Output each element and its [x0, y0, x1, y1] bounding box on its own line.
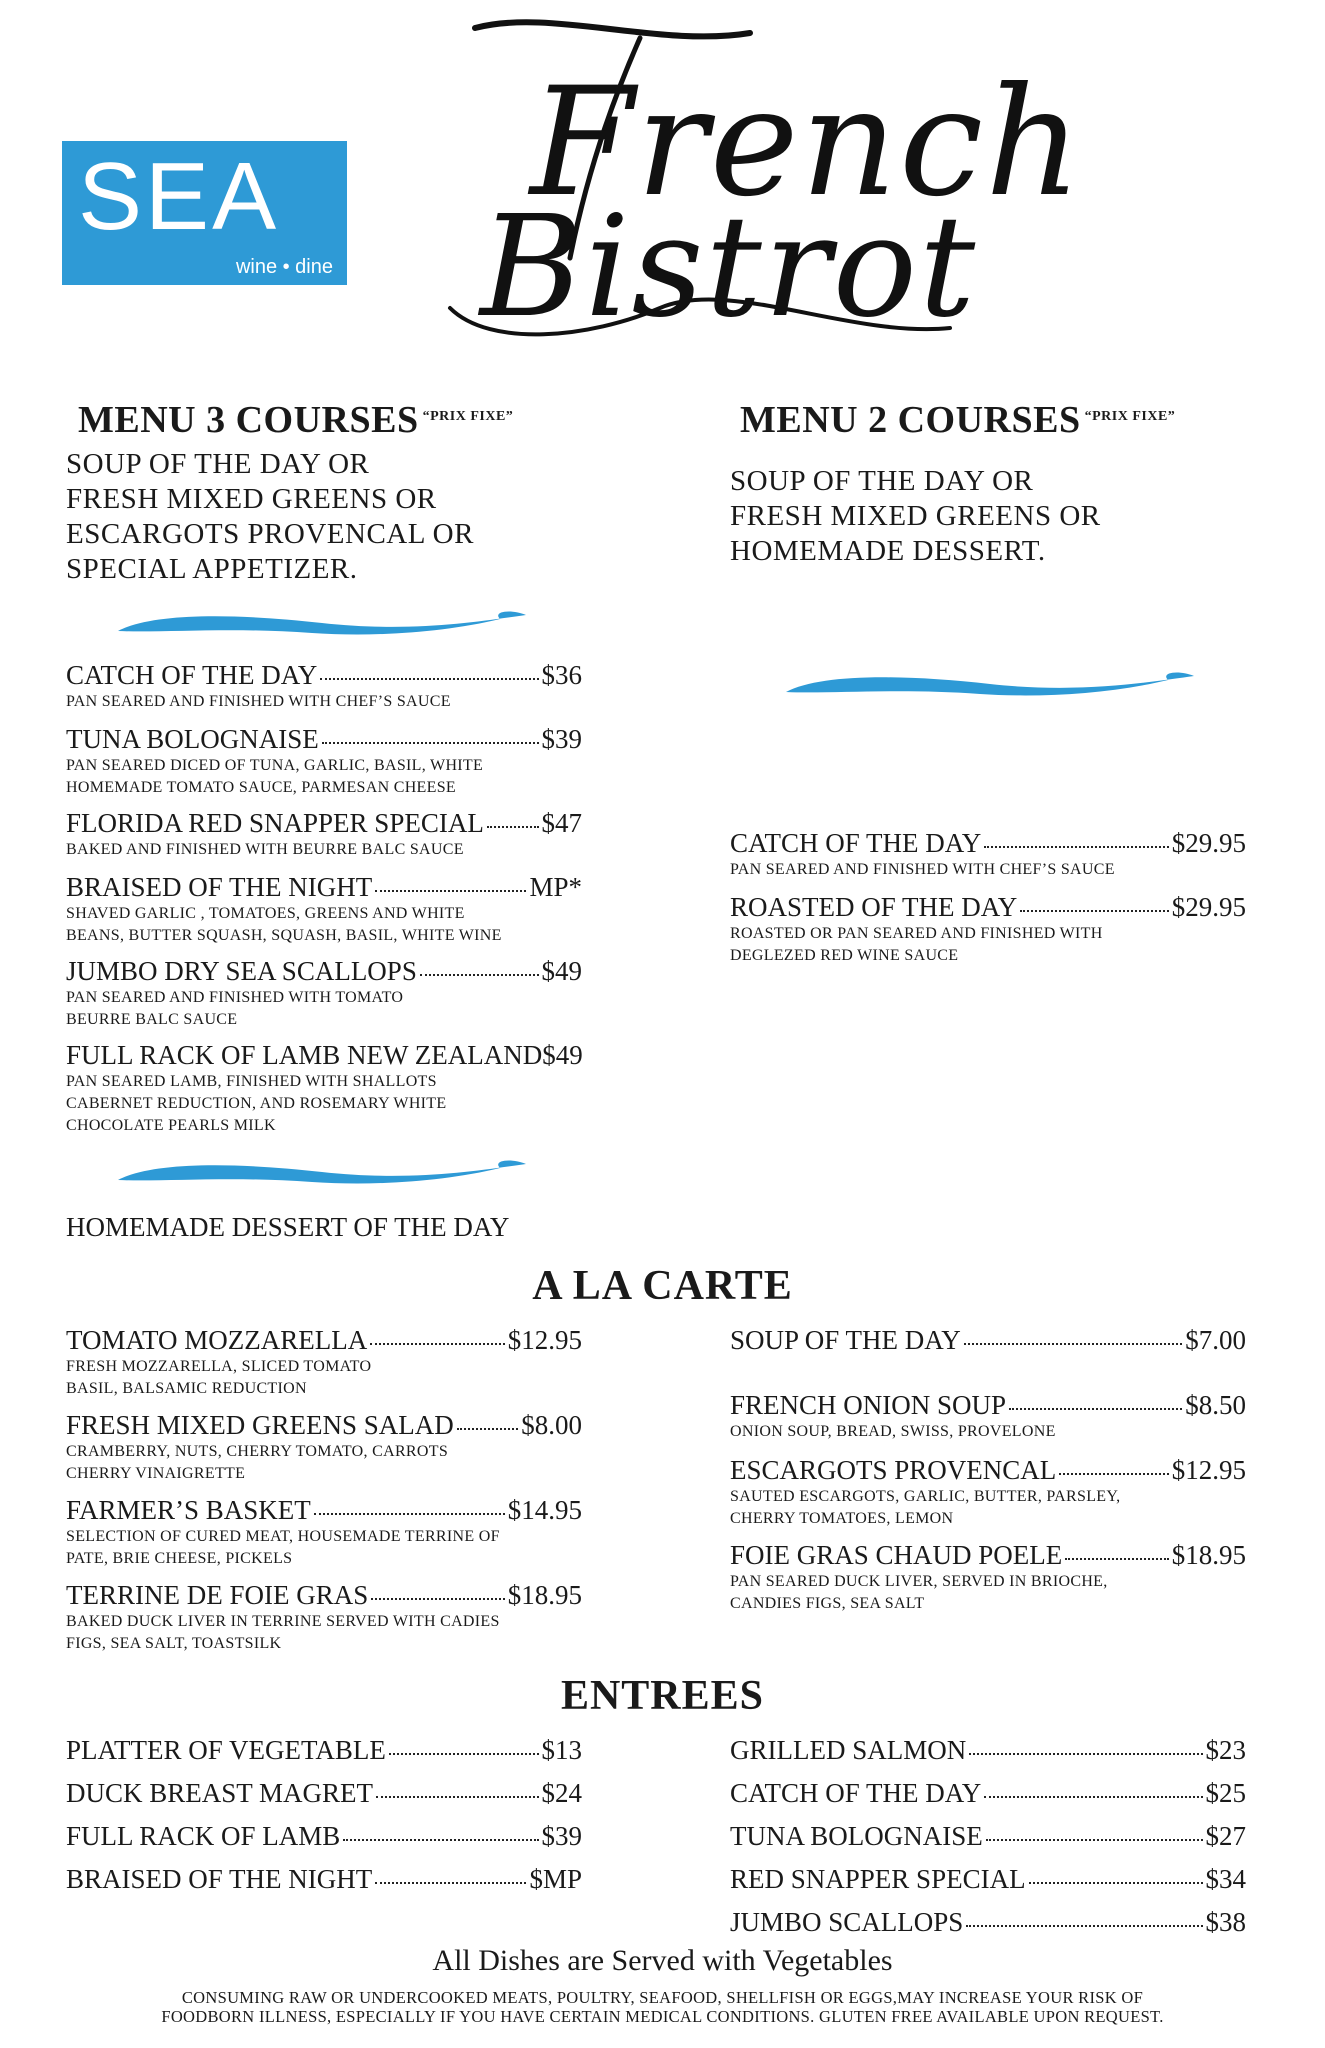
item-price: $8.00	[521, 1410, 582, 1440]
alacarte-item	[730, 1325, 1246, 1355]
menu3-item	[66, 660, 582, 712]
item-desc: HOMEMADE TOMATO SAUCE, PARMESAN CHEESE	[66, 779, 456, 796]
item-price: $18.95	[507, 1580, 582, 1610]
item-name: JUMBO SCALLOPS	[730, 1907, 964, 1937]
menu3-choice: SPECIAL APPETIZER.	[66, 553, 358, 585]
entree-item	[730, 1735, 1246, 1765]
menu2-choice: SOUP OF THE DAY OR	[730, 465, 1034, 497]
entree-item	[730, 1821, 1246, 1851]
item-name: FLORIDA RED SNAPPER SPECIAL	[66, 808, 484, 838]
leader-dots	[376, 1796, 538, 1798]
footer-warning-line: CONSUMING RAW OR UNDERCOOKED MEATS, POULTRY, SEAFOOD, SHELLFISH OR EGGS,MAY INCREASE YOUR RISK OF	[181, 1988, 1144, 2007]
item-desc: SHAVED GARLIC , TOMATOES, GREENS AND WHITE	[66, 905, 465, 922]
leader-dots	[375, 1882, 526, 1884]
leader-dots	[1029, 1882, 1203, 1884]
item-desc: FRESH MOZZARELLA, SLICED TOMATO	[66, 1358, 372, 1375]
item-price: $34	[1205, 1864, 1246, 1894]
swash-divider	[780, 664, 1200, 708]
item-name: GRILLED SALMON	[730, 1735, 967, 1765]
leader-dots	[457, 1428, 518, 1430]
item-desc: BAKED DUCK LIVER IN TERRINE SERVED WITH CADIES	[66, 1613, 500, 1630]
item-price: $47	[541, 808, 582, 838]
item-desc: CANDIES FIGS, SEA SALT	[730, 1595, 925, 1612]
leader-dots	[969, 1753, 1202, 1755]
leader-dots	[375, 890, 526, 892]
item-price: $14.95	[507, 1495, 582, 1525]
alacarte-item	[66, 1410, 582, 1484]
menu3-choices	[66, 447, 474, 587]
item-name: FRESH MIXED GREENS SALAD	[66, 1410, 454, 1440]
footer-vegetables-note: All Dishes are Served with Vegetables	[432, 1944, 893, 1977]
item-desc: CHERRY TOMATOES, LEMON	[730, 1510, 954, 1527]
menu2-heading	[740, 398, 1175, 442]
item-price: $27	[1205, 1821, 1246, 1851]
item-name: DUCK BREAST MAGRET	[66, 1778, 374, 1808]
item-desc: ROASTED OR PAN SEARED AND FINISHED WITH	[730, 925, 1103, 942]
item-price: $29.95	[1171, 828, 1246, 858]
item-name: TERRINE DE FOIE GRAS	[66, 1580, 369, 1610]
item-price: $49	[541, 956, 582, 986]
item-name: TUNA BOLOGNAISE	[66, 724, 319, 754]
menu2-choice: FRESH MIXED GREENS OR	[730, 500, 1101, 532]
menu3-prix-label: “PRIX FIXE”	[422, 409, 514, 424]
logo-tagline: wine • dine	[235, 256, 333, 278]
alacarte-item	[730, 1390, 1246, 1442]
leader-dots	[389, 1753, 539, 1755]
item-desc: BAKED AND FINISHED WITH BEURRE BALC SAUCE	[66, 841, 464, 858]
item-name: FRENCH ONION SOUP	[730, 1390, 1007, 1420]
menu3-choice: SOUP OF THE DAY OR	[66, 448, 370, 480]
menu2-prix-label: “PRIX FIXE”	[1084, 409, 1176, 424]
footer-health-warning	[0, 1988, 1325, 2026]
item-name: RED SNAPPER SPECIAL	[730, 1864, 1026, 1894]
leader-dots	[984, 846, 1168, 848]
swash-divider	[112, 603, 532, 647]
item-desc: CHOCOLATE PEARLS MILK	[66, 1117, 276, 1134]
swash-divider	[112, 1152, 532, 1196]
item-name: PLATTER OF VEGETABLE	[66, 1735, 386, 1765]
leader-dots	[322, 742, 539, 744]
item-desc: BEURRE BALC SAUCE	[66, 1011, 238, 1028]
item-name: TUNA BOLOGNAISE	[730, 1821, 983, 1851]
menu2-choices	[730, 464, 1101, 569]
footer-warning-line: FOODBORN ILLNESS, ESPECIALLY IF YOU HAVE CERTAIN MEDICAL CONDITIONS. GLUTEN FREE AVAILABLE UPON REQUEST.	[161, 2007, 1164, 2026]
menu3-item	[66, 724, 582, 798]
item-desc: PAN SEARED AND FINISHED WITH TOMATO	[66, 989, 404, 1006]
item-price: $36	[541, 660, 582, 690]
entree-item	[730, 1907, 1246, 1937]
item-desc: PAN SEARED DICED OF TUNA, GARLIC, BASIL, WHITE	[66, 757, 484, 774]
item-name: CATCH OF THE DAY	[66, 660, 318, 690]
title-word-bistrot: Bistrot	[480, 186, 978, 349]
leader-dots	[1009, 1408, 1182, 1410]
item-price: $38	[1205, 1907, 1246, 1937]
item-price: $39	[541, 1821, 582, 1851]
item-desc: BEANS, BUTTER SQUASH, SQUASH, BASIL, WHITE WINE	[66, 927, 502, 944]
item-price: MP*	[529, 872, 582, 902]
item-desc: SAUTED ESCARGOTS, GARLIC, BUTTER, PARSLEY,	[730, 1488, 1121, 1505]
item-desc: BASIL, BALSAMIC REDUCTION	[66, 1380, 307, 1397]
item-price: $24	[541, 1778, 582, 1808]
item-name: ROASTED OF THE DAY	[730, 892, 1018, 922]
entree-item	[66, 1735, 582, 1765]
entree-item	[66, 1821, 582, 1851]
menu3-item	[66, 1040, 582, 1136]
menu2-heading-text: MENU 2 COURSES	[740, 399, 1081, 441]
item-price: $23	[1205, 1735, 1246, 1765]
title-word-french: French	[530, 56, 1084, 230]
item-price: $39	[541, 724, 582, 754]
item-price: $MP	[529, 1864, 582, 1894]
item-name: CATCH OF THE DAY	[730, 1778, 982, 1808]
menu2-item	[730, 828, 1246, 880]
item-desc: CABERNET REDUCTION, AND ROSEMARY WHITE	[66, 1095, 447, 1112]
leader-dots	[986, 1839, 1203, 1841]
item-desc: PAN SEARED AND FINISHED WITH CHEF’S SAUCE	[730, 861, 1115, 878]
item-desc: SELECTION OF CURED MEAT, HOUSEMADE TERRINE OF	[66, 1528, 500, 1545]
item-name: FOIE GRAS CHAUD POELE	[730, 1540, 1063, 1570]
menu3-choice: ESCARGOTS PROVENCAL OR	[66, 518, 474, 550]
item-desc: PATE, BRIE CHEESE, PICKELS	[66, 1550, 293, 1567]
menu2-item	[730, 892, 1246, 966]
leader-dots	[1059, 1473, 1168, 1475]
leader-dots	[1020, 910, 1168, 912]
menu3-item	[66, 956, 582, 1030]
leader-dots	[1065, 1558, 1168, 1560]
item-price: $18.95	[1171, 1540, 1246, 1570]
menu2-choice: HOMEMADE DESSERT.	[730, 535, 1046, 567]
item-desc: PAN SEARED LAMB, FINISHED WITH SHALLOTS	[66, 1073, 437, 1090]
sea-logo	[62, 141, 347, 285]
item-name: ESCARGOTS PROVENCAL	[730, 1455, 1057, 1485]
item-price: $12.95	[1171, 1455, 1246, 1485]
entree-item	[66, 1778, 582, 1808]
leader-dots	[320, 678, 538, 680]
item-name: BRAISED OF THE NIGHT	[66, 872, 373, 902]
entrees-heading: ENTREES	[560, 1673, 765, 1719]
item-name: FULL RACK OF LAMB	[66, 1821, 341, 1851]
item-desc: CRAMBERRY, NUTS, CHERRY TOMATO, CARROTS	[66, 1443, 449, 1460]
leader-dots	[370, 1343, 505, 1345]
alacarte-item	[66, 1325, 582, 1399]
menu3-dessert: HOMEMADE DESSERT OF THE DAY	[66, 1212, 510, 1242]
item-desc: DEGLEZED RED WINE SAUCE	[730, 947, 959, 964]
item-name: TOMATO MOZZARELLA	[66, 1325, 368, 1355]
item-price: $13	[541, 1735, 582, 1765]
item-desc: CHERRY VINAIGRETTE	[66, 1465, 246, 1482]
alacarte-item	[66, 1580, 582, 1654]
logo-wordmark: SEA	[78, 143, 280, 250]
item-desc: PAN SEARED DUCK LIVER, SERVED IN BRIOCHE,	[730, 1573, 1108, 1590]
item-price: $49	[542, 1040, 583, 1070]
item-name: FULL RACK OF LAMB NEW ZEALAND	[66, 1040, 543, 1070]
alacarte-item	[730, 1540, 1246, 1614]
alacarte-item	[66, 1495, 582, 1569]
menu3-heading-text: MENU 3 COURSES	[78, 399, 419, 441]
item-desc: FIGS, SEA SALT, TOASTSILK	[66, 1635, 282, 1652]
item-price: $25	[1205, 1778, 1246, 1808]
menu3-choice: FRESH MIXED GREENS OR	[66, 483, 437, 515]
french-bistrot-title	[430, 8, 1084, 388]
leader-dots	[420, 974, 539, 976]
item-desc: ONION SOUP, BREAD, SWISS, PROVELONE	[730, 1423, 1056, 1440]
leader-dots	[343, 1839, 538, 1841]
item-name: JUMBO DRY SEA SCALLOPS	[66, 956, 417, 986]
entree-item	[730, 1864, 1246, 1894]
item-name: FARMER’S BASKET	[66, 1495, 311, 1525]
item-price: $8.50	[1185, 1390, 1246, 1420]
entree-item	[730, 1778, 1246, 1808]
item-name: BRAISED OF THE NIGHT	[66, 1864, 373, 1894]
leader-dots	[964, 1343, 1182, 1345]
leader-dots	[314, 1513, 505, 1515]
leader-dots	[984, 1796, 1202, 1798]
menu3-item	[66, 808, 582, 860]
entree-item	[66, 1864, 582, 1894]
leader-dots	[371, 1598, 505, 1600]
item-name: SOUP OF THE DAY	[730, 1325, 961, 1355]
item-name: CATCH OF THE DAY	[730, 828, 982, 858]
menu3-heading	[78, 398, 513, 442]
alacarte-heading: A LA CARTE	[532, 1263, 793, 1309]
item-price: $29.95	[1171, 892, 1246, 922]
menu3-item	[66, 872, 582, 946]
item-price: $7.00	[1185, 1325, 1246, 1355]
item-desc: PAN SEARED AND FINISHED WITH CHEF’S SAUCE	[66, 693, 451, 710]
leader-dots	[487, 826, 539, 828]
item-price: $12.95	[507, 1325, 582, 1355]
leader-dots	[966, 1925, 1202, 1927]
alacarte-item	[730, 1455, 1246, 1529]
